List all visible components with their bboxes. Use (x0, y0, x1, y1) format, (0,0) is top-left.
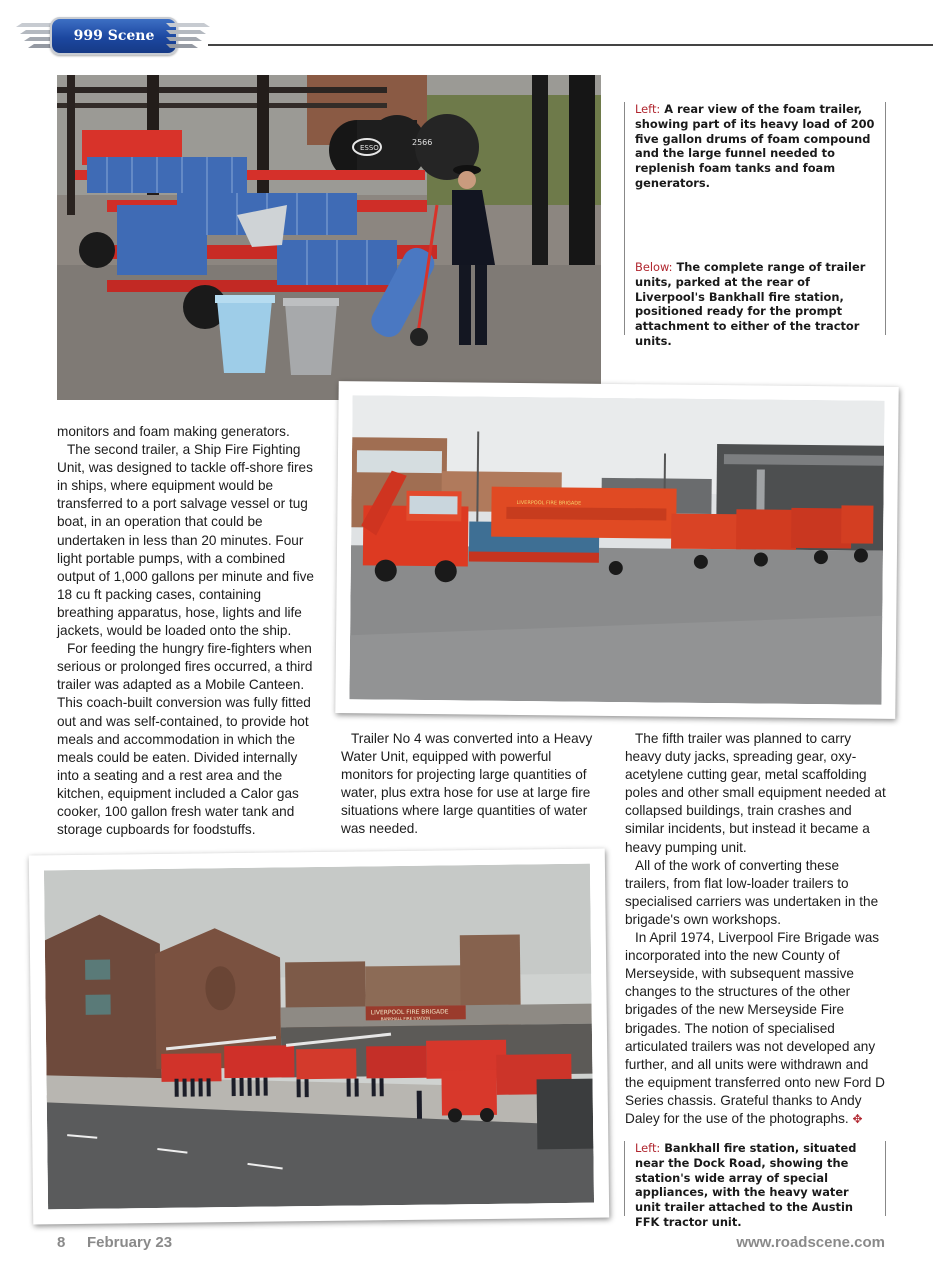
article-column-1 (57, 423, 321, 839)
photo-trailer-range (349, 395, 884, 705)
caption-trailer-units (635, 260, 875, 349)
photo-fire-station (44, 864, 594, 1210)
trailer-sign: LIVERPOOL FIRE BRIGADE (516, 499, 582, 507)
station-sign-sub: BANKHALL FIRE STATION (380, 1015, 431, 1022)
photo-foam-trailer (57, 75, 601, 400)
caption-fire-station (635, 1141, 877, 1230)
wing-ornament-right-icon (166, 21, 210, 49)
page-number: 8 (57, 1234, 66, 1251)
tank-number: 2566 (412, 138, 433, 147)
section-badge: 999 Scene (50, 17, 178, 55)
station-sign: LIVERPOOL FIRE BRIGADE (370, 1008, 449, 1017)
paragraph-text: In April 1974, Liverpool Fire Brigade was incorporated into the new County of Merseyside, with subsequent massive changes to the structures of the other brigades of the new Merseyside Fire brigades. The notion of specialised articulated trailers was not developed any further, and all units were withdrawn and the equipment transferred onto new Ford D Series chassis. Grateful thanks to Andy Daley for the use of the photographs. (625, 930, 885, 1126)
caption-box-top (624, 102, 886, 348)
paragraph: Trailer No 4 was converted into a Heavy Water Unit, equipped with powerful monitors for projecting large quantities of water, plus extra hose for use at large fire situations where large quantities of water was needed. (341, 731, 593, 837)
caption-lead: Left: (635, 1141, 661, 1155)
paragraph: monitors and foam making generators. (57, 424, 290, 439)
website-link: www.roadscene.com (736, 1234, 885, 1251)
photo-frame-trailer-range (335, 381, 898, 719)
caption-foam-trailer (635, 102, 875, 191)
caption-lead: Left: (635, 102, 661, 116)
photo-frame-fire-station (29, 848, 609, 1224)
issue-date: February 23 (87, 1234, 173, 1251)
paragraph: The fifth trailer was planned to carry heavy duty jacks, spreading gear, oxy-acetylene cutting gear, metal scaffolding poles and other small equipment needed at collapsed buildings, train crashes and similar incidents, but instead it became a heavy pumping unit. (625, 731, 886, 855)
paragraph: The second trailer, a Ship Fire Fighting Unit, was designed to tackle off-shore fires in ships, where equipment would be transferred to a port salvage vessel or tug boat, in an operation that could be undertaken in less than 20 minutes. Four light portable pumps, with a combined output of 1,000 gallons per minute and five 18 cu ft packing cases, containing breathing apparatus, hose, lights and life jackets, would be loaded onto the ship. (57, 442, 314, 639)
caption-text: The complete range of trailer units, parked at the rear of Liverpool's Bankhall fire station, positioned ready for the prompt attachment to either of the tractor units. (635, 260, 866, 348)
end-mark-icon: ✥ (852, 1111, 863, 1126)
caption-text: A rear view of the foam trailer, showing part of its heavy load of 200 five gallon drums of foam compound and the large funnel needed to replenish foam tanks and foam generators. (635, 102, 875, 190)
caption-box-bottom (624, 1141, 886, 1229)
header-rule (208, 44, 933, 46)
article-column-2 (341, 730, 603, 839)
esso-logo: ESSO (360, 144, 379, 152)
caption-text: Bankhall fire station, situated near the Dock Road, showing the station's wide array of special appliances, with the heavy water unit trailer attached to the Austin FFK tractor unit. (635, 1141, 857, 1229)
paragraph: All of the work of converting these trailers, from flat low-loader trailers to specialised carriers was undertaken in the brigade's own workshops. (625, 857, 879, 927)
article-column-3 (625, 730, 887, 1128)
caption-lead: Below: (635, 260, 673, 274)
paragraph: For feeding the hungry fire-fighters when serious or prolonged fires occurred, a third trailer was adapted as a Mobile Canteen. This coach-built conversion was fully fitted out and was self-contained, to provide hot meals and accommodation in which the meals could be eaten. Divided internally into a seating and a rest area and the kitchen, equipment included a Calor gas cooker, 100 gallon fresh water tank and storage cupboards for foodstuffs. (57, 641, 313, 838)
paragraph (625, 929, 887, 1128)
